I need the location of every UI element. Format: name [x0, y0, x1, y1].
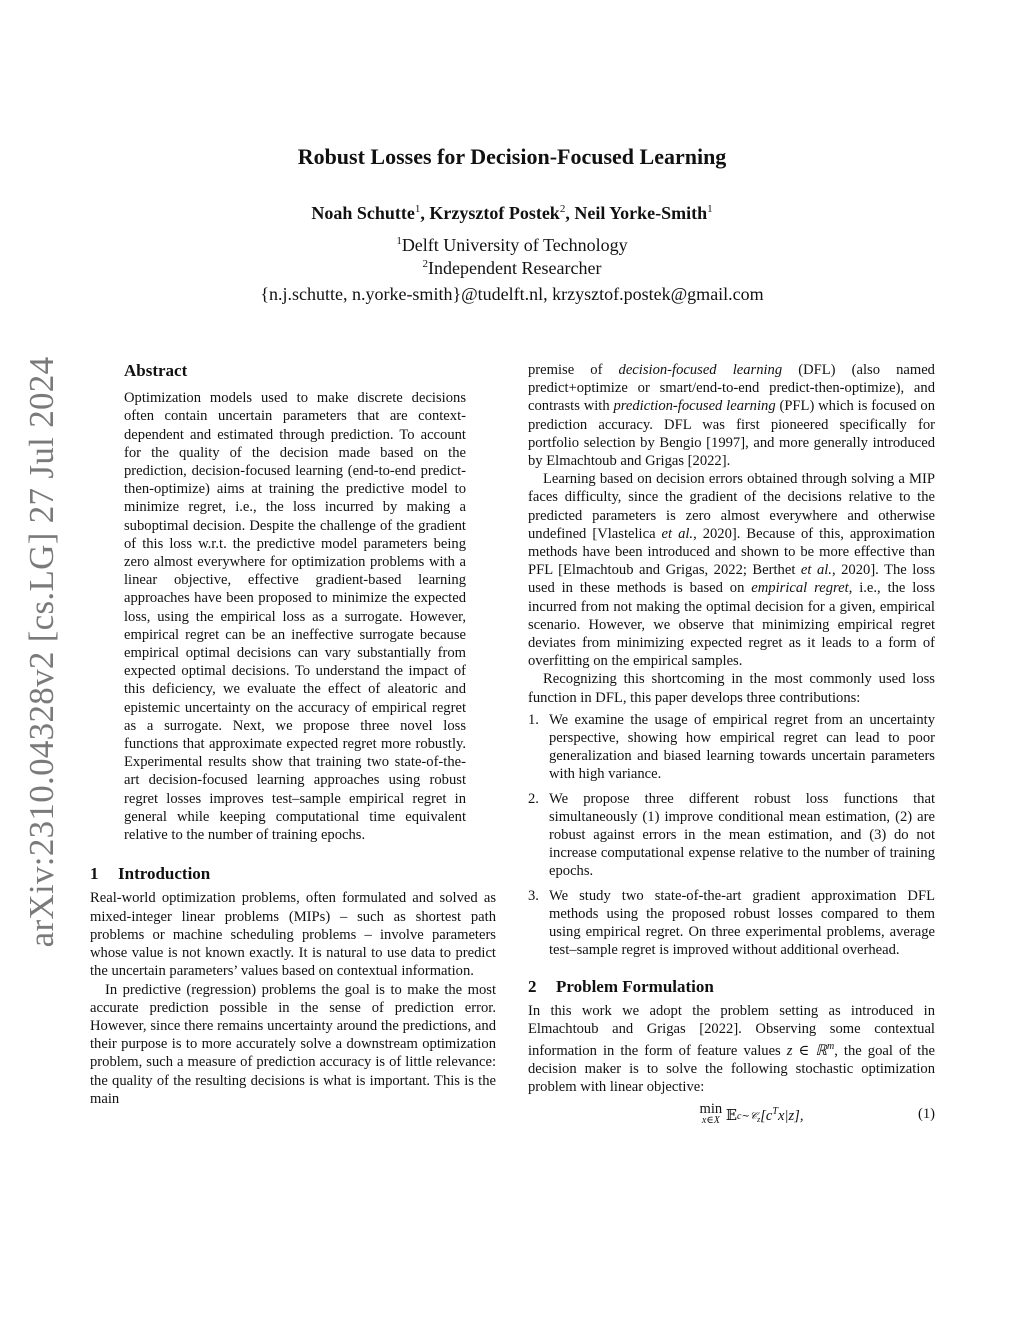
contribution-list [528, 711, 935, 960]
list-item: 1. We examine the usage of empirical regret from an uncertainty perspective, showing how empirical regret can lead to poor generalization and biased learning towards uncertain parameters with high variance. [528, 711, 935, 783]
abstract [90, 362, 496, 844]
equation-number: (1) [917, 1105, 935, 1122]
paper-title: Robust Losses for Decision-Focused Learning [297, 144, 727, 169]
paragraph: premise of decision-focused learning (DFL) (also named predict+optimize or smart/end-to-end predict-then-optimize), and contrasts with prediction-focused learning (PFL) which is focused on prediction accuracy. DFL was first pioneered specifically for portfolio selection by Bengio [1997], and more generally introduced by Elmachtoub and Grigas [2022]. [528, 362, 935, 470]
author-affiliation-marker: 2 [559, 203, 566, 215]
author-name: Noah Schutte [311, 203, 415, 223]
equation-1: min x∈X $𝔼c\sim 𝒞_z[c^Tx|z]$, (1) [699, 1100, 935, 1126]
author-line: Noah Schutte$^1$, Krzysztof Postek$^2$, Neil Yorke-Smith$^1$ [311, 203, 713, 223]
abstract-heading: Abstract [124, 361, 188, 380]
author-name: Krzysztof Postek [429, 203, 560, 223]
section-heading: 2 Problem Formulation [528, 976, 714, 996]
list-item: 3. We study two state-of-the-art gradient approximation DFL methods using the proposed robust losses compared to them using empirical regret. On three experimental problems, average test–sample regret is improved without additional overhead. [528, 887, 935, 959]
author-emails: {n.j.schutte, n.yorke-smith}@tudelft.nl, krzysztof.postek@gmail.com [260, 284, 764, 304]
abstract-text: Optimization models used to make discrete decisions often contain uncertain parameters that are context-dependent and estimated through prediction. To account for the quality of the decision made based on the prediction, decision-focused learning (end-to-end predict-then-optimize) aims at training the predictive model to minimize regret, i.e., the loss incurred by making a suboptimal decision. Despite the challenge of the gradient of this loss w.r.t. the predictive model parameters being zero almost everywhere for optimization problems with a linear objective, effective gradient-based learning approaches have been proposed to minimize the expected loss, using the empirical loss as a surrogate. However, empirical regret can be an ineffective surrogate because empirical optimal decisions can vary substantially from expected optimal decisions. To understand the impact of this deficiency, we evaluate the effect of aleatoric and epistemic uncertainty on the accuracy of empirical regret as a surrogate. Next, we propose three novel loss functions that approximate expected regret more robustly. Experimental results show that training two state-of-the-art decision-focused learning approaches using robust regret losses improves test–sample empirical regret in general while keeping computational time equivalent relative to the number of training epochs. [124, 390, 466, 844]
author-affiliation-marker: 1 [707, 203, 713, 215]
author-affiliation-marker: 1 [414, 203, 421, 215]
affiliation: $^1$Delft University of Technology [396, 235, 628, 255]
left-column [90, 362, 496, 1108]
paragraph: Real-world optimization problems, often formulated and solved as mixed-integer linear problems (MIPs) – such as shortest path problems or machine scheduling problems – involve parameters whose value is not known exactly. It is natural to use data to predict the uncertain parameters’ values based on contextual information. [90, 890, 496, 980]
paragraph: Learning based on decision errors obtained through solving a MIP faces difficulty, since the gradient of the decisions relative to the predicted parameters is zero almost everywhere and otherwise undefined [Vlastelica et al., 2020]. Because of this, approximation methods have been introduced and shown to be more effective than PFL [Elmachtoub and Grigas, 2022; Berthet et al., 2020]. The loss used in these methods is based on empirical regret, i.e., the loss incurred from not making the optimal decision for a given, empirical scenario. However, we observe that minimizing empirical regret deviates from minimizing expected regret as it leads to a form of overfitting on the empirical samples. [528, 471, 935, 670]
paragraph: Recognizing this shortcoming in the most commonly used loss function in DFL, this paper develops three contributions: [528, 671, 935, 706]
list-item: 2. We propose three different robust loss functions that simultaneously (1) improve conditional mean estimation, (2) are robust against errors in the mean estimation, and (3) do not increase computational expense relative to the number of training epochs. [528, 790, 935, 880]
paragraph: In this work we adopt the problem setting as introduced in Elmachtoub and Grigas [2022]. Observing some contextual information in the form of feature values z ∈ ℝ$^m$, the goal of the decision maker is to solve the following stochastic optimization problem with linear objective: [528, 1002, 935, 1096]
affiliation: $^2$Independent Researcher [422, 258, 602, 278]
paragraph: In predictive (regression) problems the goal is to make the most accurate prediction possible in the sense of prediction error. However, since there remains uncertainty around the predictions, and their purpose is to more accurately solve a downstream optimization problem, such a measure of prediction accuracy is of little relevance: the quality of the resulting decisions is what is important. This is the main [90, 981, 496, 1107]
section-heading: 1 Introduction [90, 864, 211, 884]
right-column [528, 361, 935, 1133]
arxiv-stamp: arXiv:2310.04328v2 [cs.LG] 27 Jul 2024 [22, 356, 61, 948]
author-name: Neil Yorke-Smith [574, 203, 708, 223]
